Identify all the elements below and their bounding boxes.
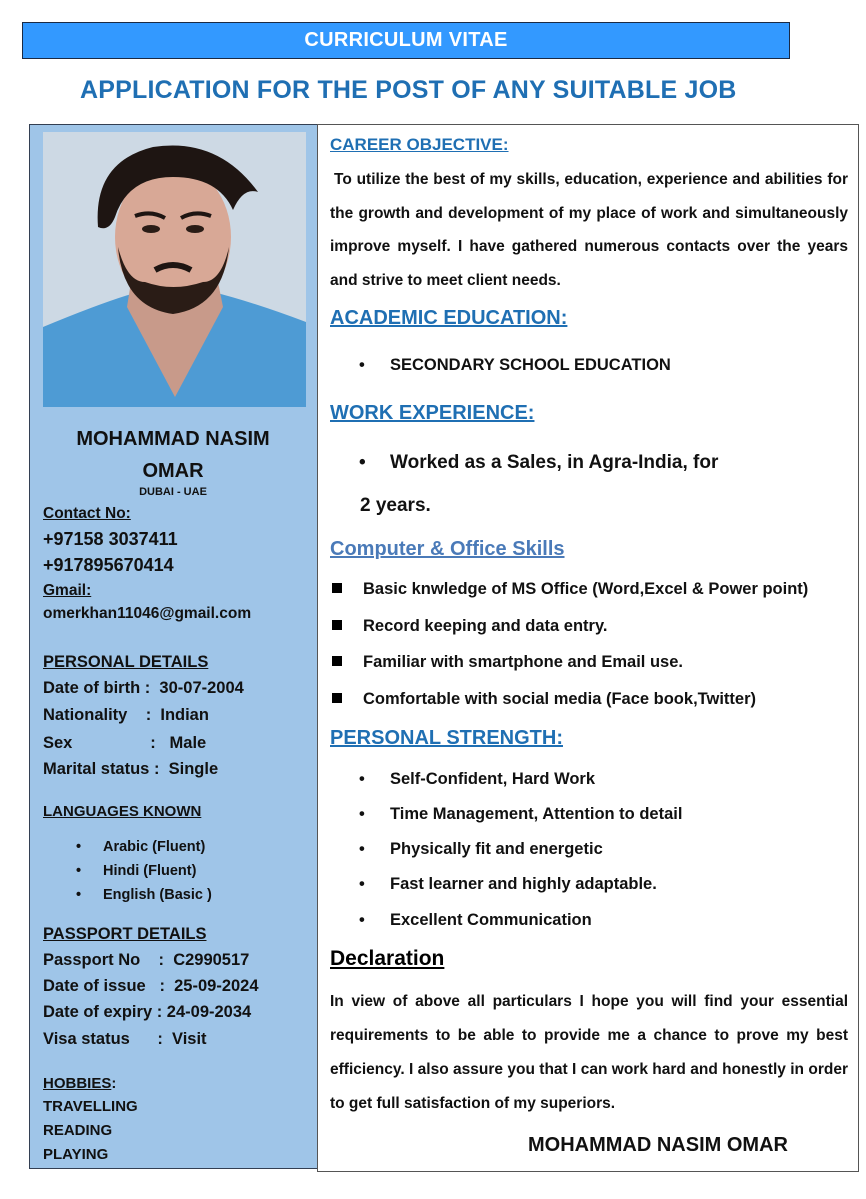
declaration-heading: Declaration [330,947,445,970]
career-objective-heading: CAREER OBJECTIVE: [330,135,509,154]
email-label: Gmail: [43,582,92,599]
detail-row: Date of issue : 25-09-2024 [43,977,259,995]
computer-skills-heading: Computer & Office Skills [330,538,565,560]
square-bullet-icon [332,583,342,593]
bullet-icon: • [359,875,365,893]
list-item: • Hindi (Fluent) [76,859,212,883]
bullet-icon: • [359,356,365,374]
hobby-item: PLAYING [43,1146,109,1163]
detail-row: Date of expiry : 24-09-2034 [43,1003,252,1021]
detail-row: Nationality : Indian [43,706,209,724]
square-bullet-icon [332,656,342,666]
work-duration: 2 years. [360,495,431,516]
list-item: • SECONDARY SCHOOL EDUCATION [359,356,671,374]
person-photo-icon [43,132,306,407]
work-experience-heading: WORK EXPERIENCE: [330,402,535,424]
bullet-icon: • [359,770,365,788]
list-item: Familiar with smartphone and Email use. [332,653,683,672]
languages-list [76,835,212,907]
hobbies-heading: HOBBIES: [43,1075,117,1092]
declaration-text: In view of above all particulars I hope you will find your essential requirements to be able to provide me a chance to prove my best efficiency. I also assure you that I can work hard and honestly in order to get full satisfaction of my superiors. [330,993,848,1112]
personal-strength-heading: PERSONAL STRENGTH: [330,727,563,749]
detail-row: Visa status : Visit [43,1030,207,1048]
detail-row: Date of birth : 30-07-2004 [43,679,244,697]
languages-heading: LANGUAGES KNOWN [43,803,202,820]
hobby-item: READING [43,1122,113,1139]
signature: MOHAMMAD NASIM OMAR [528,1134,788,1156]
list-item: • Self-Confident, Hard Work [359,770,596,788]
list-item: • Time Management, Attention to detail [359,805,683,823]
career-objective-text: To utilize the best of my skills, education, experience and abilities for the growth and development of my place of work and simultaneously improve myself. I have gathered numerous contacts over the years and strive to meet client needs. [330,171,848,289]
list-item: Basic knwledge of MS Office (Word,Excel & Power point) [332,580,808,599]
hobby-item: TRAVELLING [43,1098,138,1115]
list-item: • Physically fit and energetic [359,840,603,858]
cv-banner: CURRICULUM VITAE [22,22,790,59]
list-item: Record keeping and data entry. [332,617,608,636]
page-title: APPLICATION FOR THE POST OF ANY SUITABLE JOB [80,76,737,104]
list-item: • Arabic (Fluent) [76,835,212,859]
bullet-icon: • [359,911,365,929]
detail-row: Marital status : Single [43,760,219,778]
passport-details-heading: PASSPORT DETAILS [43,925,207,943]
list-item: • Worked as a Sales, in Agra-India, for [359,452,719,473]
detail-row: Passport No : C2990517 [43,951,250,969]
sidebar [29,124,318,1169]
bullet-icon: • [359,840,365,858]
bullet-icon: • [359,452,366,473]
phone-2[interactable]: +917895670414 [43,555,174,575]
list-item: • English (Basic ) [76,883,212,907]
name-line-2: OMAR [142,460,204,482]
personal-details-heading: PERSONAL DETAILS [43,653,209,671]
name-line-1: MOHAMMAD NASIM [76,428,270,450]
profile-photo [43,132,306,407]
contact-label: Contact No: [43,505,131,522]
email-link[interactable]: omerkhan11046@gmail.com [43,605,252,622]
list-item: • Excellent Communication [359,911,592,929]
square-bullet-icon [332,693,342,703]
phone-1[interactable]: +97158 3037411 [43,529,178,549]
detail-row: Sex : Male [43,734,207,752]
bullet-icon: • [359,805,365,823]
list-item: Comfortable with social media (Face book,Twitter) [332,690,756,709]
academic-education-heading: ACADEMIC EDUCATION: [330,307,568,329]
candidate-name [30,423,316,487]
main-content [317,124,859,1172]
location: DUBAI - UAE [139,486,207,498]
list-item: • Fast learner and highly adaptable. [359,875,657,893]
square-bullet-icon [332,620,342,630]
